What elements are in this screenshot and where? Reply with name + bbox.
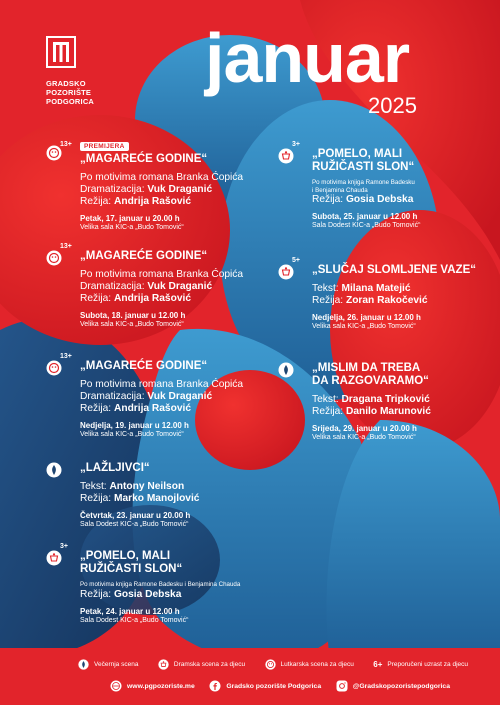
event-venue: Velika sala KIC-a „Budo Tomović“	[312, 323, 416, 330]
facebook-icon	[209, 680, 221, 692]
event-date: Subota, 18. januar u 12.00 h	[80, 311, 186, 320]
event-title: „MAGAREĆE GODINE“	[80, 250, 208, 262]
dramska-scena-icon	[278, 264, 294, 280]
event-subtitle: Po motivima romana Branka Ćopića	[80, 172, 244, 183]
event-title-line2: RUŽIČASTI SLON“	[312, 161, 415, 173]
dramska-scena-icon	[46, 550, 62, 566]
event-title-line1: „MISLIM DA TREBA	[312, 362, 421, 374]
theatre-logo	[46, 36, 94, 106]
legend-lutkarska-label: Lutkarska scena za djecu	[280, 661, 354, 668]
event-date: Četvrtak, 23. januar u 20.00 h	[80, 511, 191, 520]
age-badge: 13+	[60, 353, 72, 360]
event-venue: Velika sala KIC-a „Budo Tomović“	[312, 434, 416, 441]
event-venue: Velika sala KIC-a „Budo Tomović“	[80, 224, 184, 231]
event-dramatization: Dramatizacija: Vuk Draganić	[80, 184, 213, 195]
dramska-scena-icon	[158, 659, 169, 670]
event-date: Petak, 17. januar u 20.00 h	[80, 214, 180, 223]
event-title: „SLUČAJ SLOMLJENE VAZE“	[312, 264, 476, 276]
event-dramatization: Dramatizacija: Vuk Draganić	[80, 391, 213, 402]
event-3	[60, 353, 244, 440]
event-author: Tekst: Milana Matejić	[312, 283, 411, 294]
event-director: Režija: Marko Manojlović	[80, 493, 200, 504]
theatre-name	[46, 79, 94, 106]
legend-dramska	[158, 659, 245, 670]
legend-vecernja-label: Večernja scena	[94, 661, 139, 668]
year: 2025	[368, 93, 417, 118]
footer	[110, 680, 450, 692]
event-date: Petak, 24. januar u 12.00 h	[80, 606, 180, 616]
event-director: Režija: Andrija Rašović	[80, 293, 191, 304]
event-venue: Sala Dodest KIC-a „Budo Tomović“	[80, 616, 189, 624]
age-badge: 5+	[292, 257, 300, 264]
event-director: Režija: Andrija Rašović	[80, 403, 191, 414]
lutkarska-scena-icon	[46, 360, 62, 376]
event-2	[60, 243, 244, 330]
event-7	[292, 257, 476, 332]
event-venue: Velika sala KIC-a „Budo Tomović“	[80, 431, 184, 438]
event-date: Nedjelja, 26. januar u 12.00 h	[312, 313, 421, 322]
event-4	[80, 462, 199, 530]
event-title-line2: DA RAZGOVARAMO“	[312, 375, 429, 387]
theatre-name-line1: GRADSKO	[46, 79, 86, 88]
event-venue: Sala Dodest KIC-a „Budo Tomović“	[80, 521, 189, 528]
footer-web-link[interactable]: www.pgpozoriste.me	[127, 682, 195, 690]
premiere-badge: PREMIJERA	[80, 142, 129, 151]
event-8	[312, 362, 431, 443]
event-director: Režija: Danilo Marunović	[312, 406, 431, 417]
event-venue: Velika sala KIC-a „Budo Tomović“	[80, 321, 184, 328]
instagram-icon	[336, 680, 348, 692]
event-5	[60, 543, 241, 625]
legend	[78, 659, 468, 670]
age-badge: 3+	[292, 141, 300, 148]
event-director: Režija: Gosia Debska	[312, 194, 414, 205]
event-title-line2: RUŽIČASTI SLON“	[80, 563, 183, 575]
event-date: Srijeda, 29. januar u 20.00 h	[312, 424, 417, 433]
event-director: Režija: Zoran Rakočević	[312, 295, 428, 306]
event-director: Režija: Gosia Debska	[80, 588, 182, 600]
event-subtitle: Po motivima romana Branka Ćopića	[80, 379, 244, 390]
vecernja-scena-icon	[78, 659, 89, 670]
event-author: Tekst: Antony Neilson	[80, 481, 185, 492]
event-title: „LAŽLJIVCI“	[80, 462, 150, 474]
legend-age-label: Preporučeni uzrast za djecu	[387, 661, 468, 668]
footer-facebook-link[interactable]: Gradsko pozorište Podgorica	[226, 682, 322, 690]
legend-lutkarska	[265, 659, 354, 670]
vecernja-scena-icon	[278, 362, 294, 378]
theatre-name-line2: POZORIŠTE	[46, 88, 92, 97]
event-subtitle-line2: i Benjamina Chauda	[312, 186, 368, 194]
footer-instagram[interactable]	[336, 680, 450, 692]
lutkarska-scena-icon	[46, 250, 62, 266]
event-dramatization: Dramatizacija: Vuk Draganić	[80, 281, 213, 292]
legend-age-sample: 6+	[373, 660, 383, 669]
theatre-name-line3: PODGORICA	[46, 97, 95, 106]
event-title-line1: „POMELO, MALI	[80, 550, 171, 562]
legend-vecernja	[78, 659, 138, 670]
footer-web[interactable]	[110, 680, 195, 692]
month-title: januar	[205, 19, 410, 97]
event-6	[292, 141, 421, 231]
event-date: Nedjelja, 19. januar u 12.00 h	[80, 421, 189, 430]
event-director: Režija: Andrija Rašović	[80, 196, 191, 207]
vecernja-scena-icon	[46, 462, 62, 478]
event-1	[60, 135, 244, 233]
event-subtitle-line1: Po motivima knjiga Ramone Badesku	[312, 179, 415, 186]
globe-icon	[110, 680, 122, 692]
age-badge: 13+	[60, 243, 72, 250]
event-title: „MAGAREĆE GODINE“	[80, 153, 208, 165]
dramska-scena-icon	[278, 148, 294, 164]
lutkarska-scena-icon	[265, 659, 276, 670]
age-badge: 3+	[60, 543, 68, 550]
footer-facebook[interactable]	[209, 680, 321, 692]
footer-instagram-link[interactable]: @Gradskopozoristepodgorica	[352, 682, 450, 690]
theatre-logo-icon	[46, 36, 76, 68]
event-author: Tekst: Dragana Tripković	[312, 394, 430, 405]
event-subtitle: Po motivima knjiga Ramone Badesku i Benjamina Chauda	[80, 581, 241, 588]
age-badge: 13+	[60, 141, 72, 148]
legend-age	[373, 660, 468, 669]
event-date: Subota, 25. januar u 12.00 h	[312, 212, 418, 221]
event-venue: Sala Dodest KIC-a „Budo Tomović“	[312, 222, 421, 229]
legend-dramska-label: Dramska scena za djecu	[173, 661, 246, 668]
event-title: „MAGAREĆE GODINE“	[80, 360, 208, 372]
event-title-line1: „POMELO, MALI	[312, 148, 403, 160]
event-subtitle: Po motivima romana Branka Ćopića	[80, 269, 244, 280]
